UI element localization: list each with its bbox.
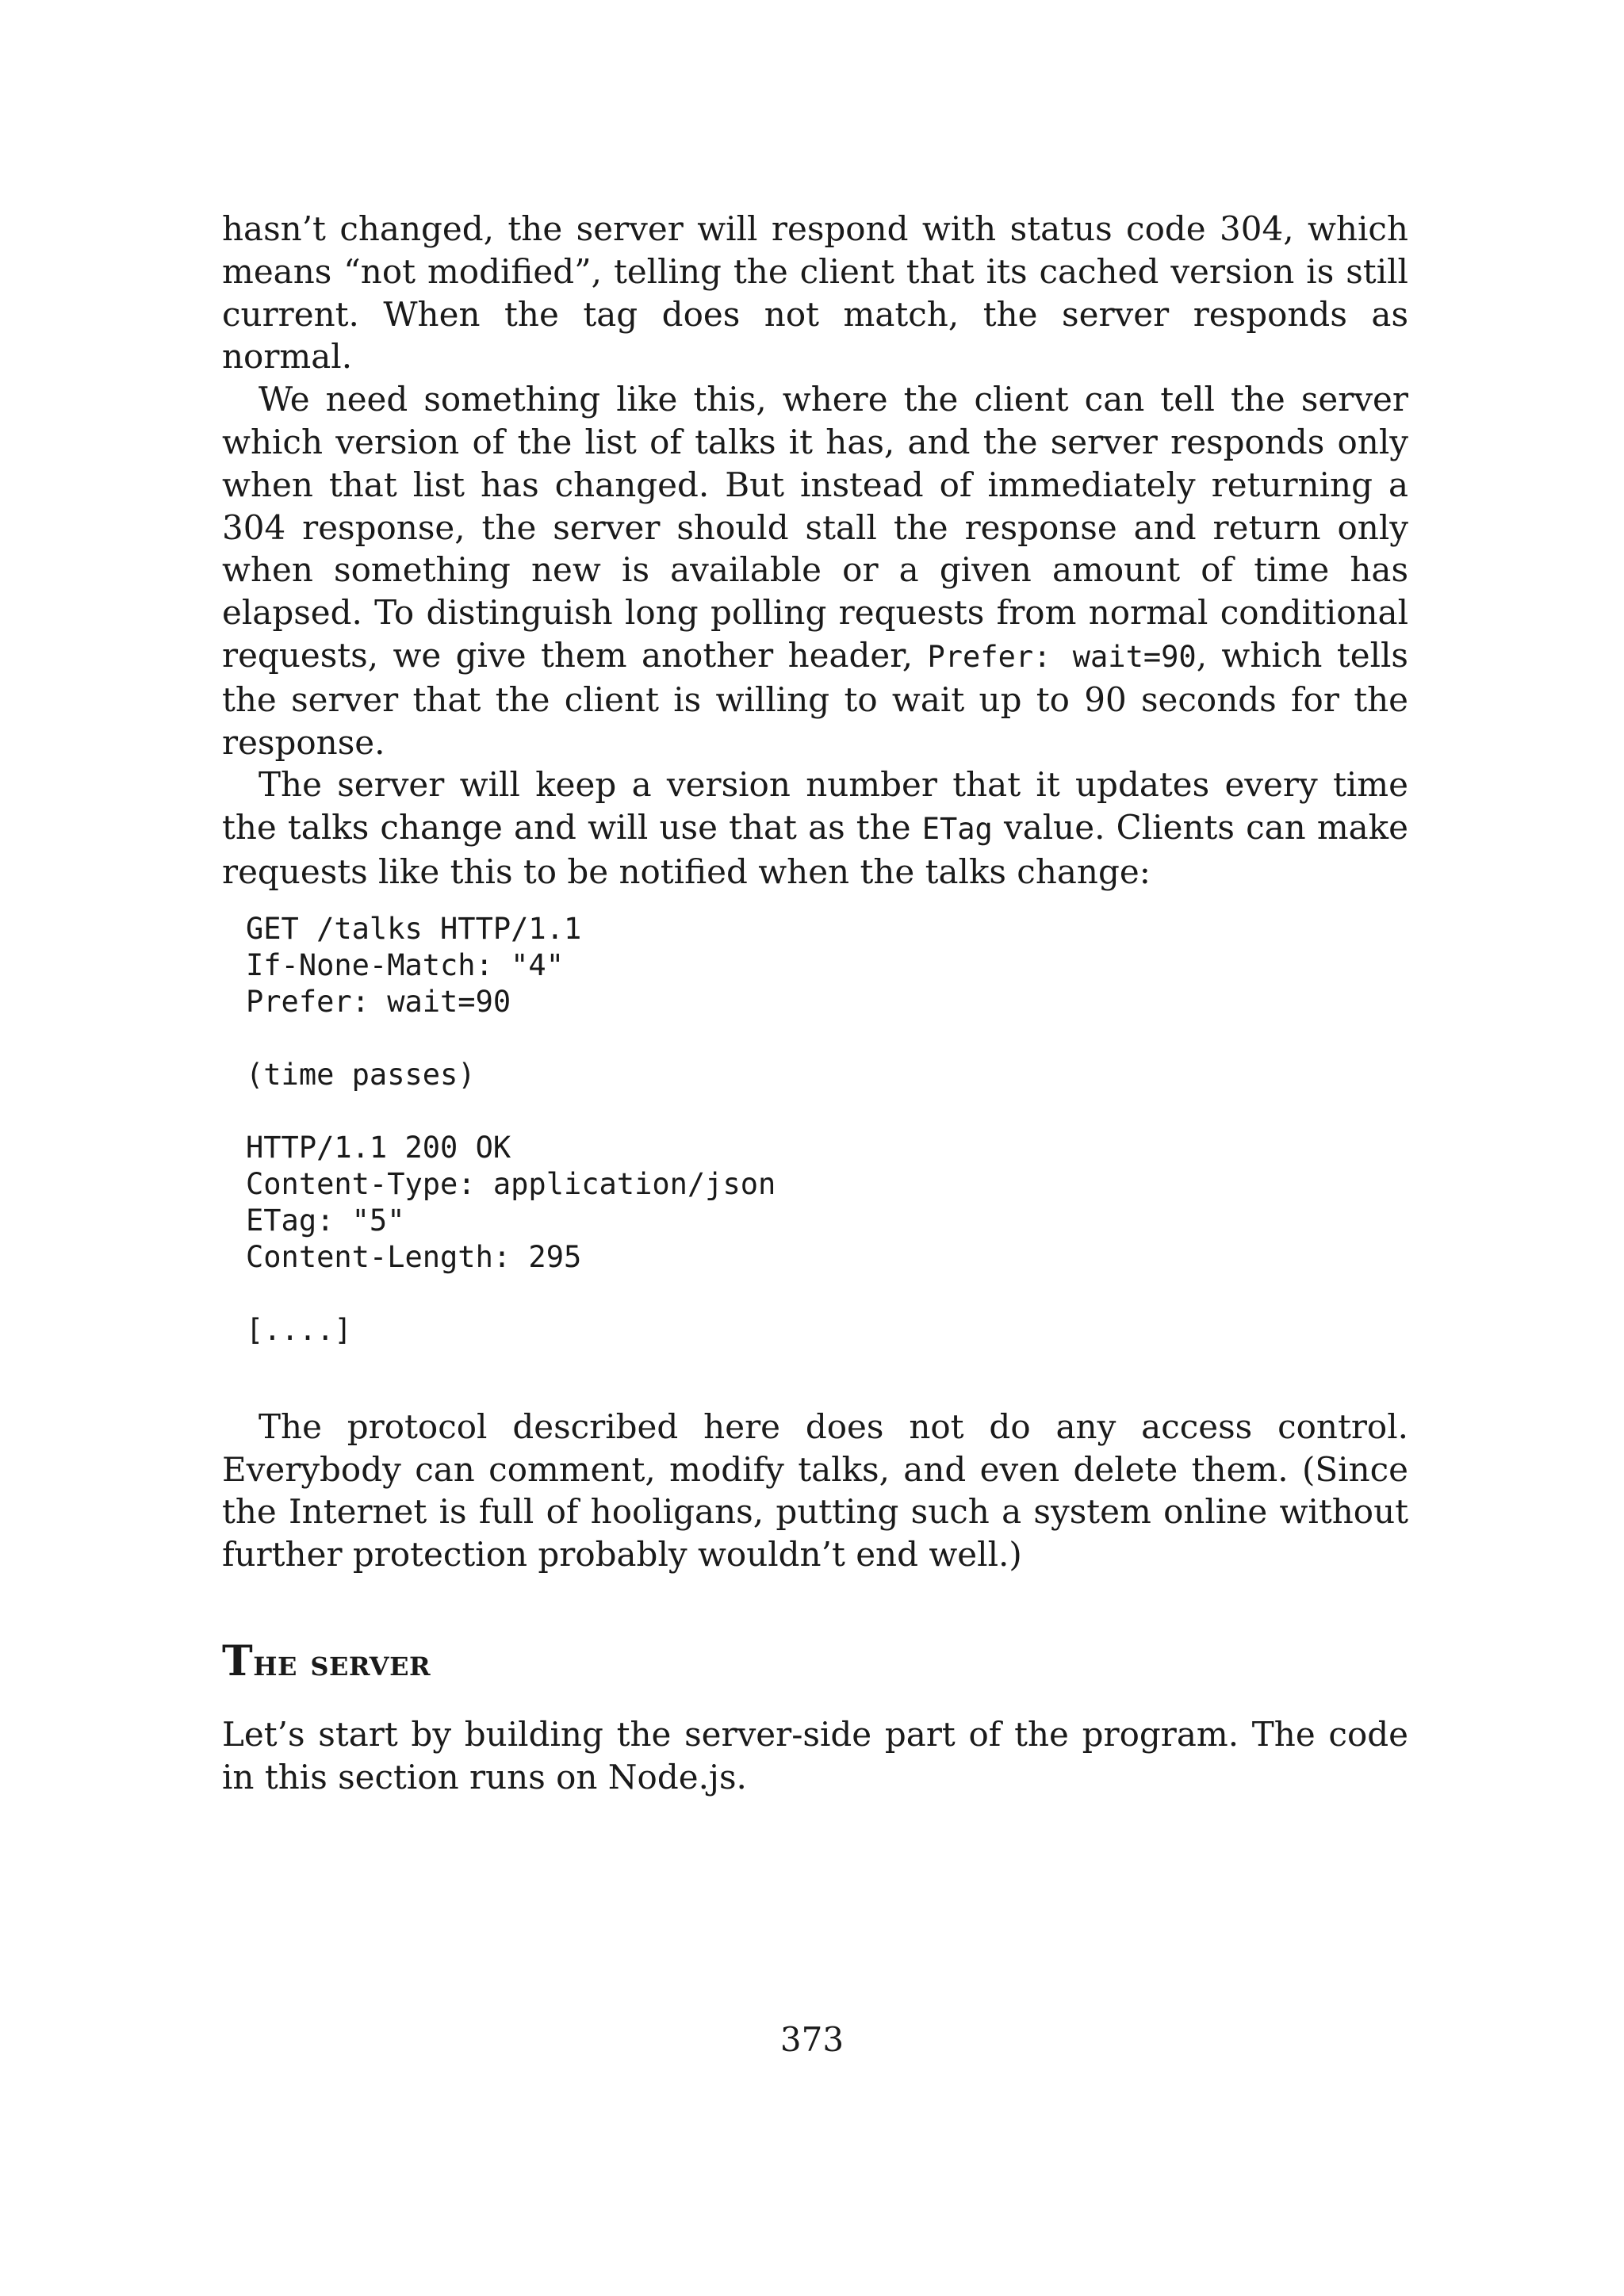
paragraph-version-text-2: value. Clients can make requests like this to be notified when the talks change: bbox=[222, 808, 1408, 891]
paragraph-version-text-1: The server will keep a version number that it updates every time the talks change and will use that as the bbox=[222, 765, 1408, 848]
code-line: HTTP/1.1 200 OK bbox=[246, 1130, 511, 1165]
code-group-body bbox=[246, 1312, 1408, 1349]
paragraph-long-polling bbox=[222, 378, 1408, 763]
code-line: [....] bbox=[246, 1312, 352, 1347]
paragraph-not-modified: hasn’t changed, the server will respond with status code 304, which means “not modified”, telling the client that its cached version is still current. When the tag does not match, the server responds as normal. bbox=[222, 209, 1408, 377]
code-group-request bbox=[246, 911, 1408, 1020]
inline-code-prefer-header: Prefer: wait=90 bbox=[927, 639, 1197, 674]
heading-rest-word-2: server bbox=[310, 1640, 431, 1684]
page-content bbox=[222, 208, 1408, 1799]
heading-first-letter: T bbox=[222, 1636, 254, 1686]
code-block-http-example bbox=[246, 911, 1408, 1349]
code-line: Content-Length: 295 bbox=[246, 1239, 582, 1274]
paragraph-version-number bbox=[222, 763, 1408, 893]
heading-rest-word-1: he bbox=[253, 1640, 297, 1684]
paragraph-long-polling-text-1: We need something like this, where the client can tell the server which version of the list of talks it has, and the server responds only when that list has changed. But instead of immediately returning a 304 response, the server should stall the response and return only when something new is available or a given amount of time has elapsed. To distinguish long polling requests from normal conditional requests, we give them another header, bbox=[222, 380, 1408, 675]
inline-code-etag: ETag bbox=[921, 812, 993, 847]
code-group-response bbox=[246, 1130, 1408, 1276]
code-line: GET /talks HTTP/1.1 bbox=[246, 911, 582, 946]
code-line: Content-Type: application/json bbox=[246, 1166, 776, 1201]
code-line: If-None-Match: "4" bbox=[246, 947, 564, 982]
code-group-pause bbox=[246, 1057, 1408, 1093]
page-number: 373 bbox=[779, 2020, 845, 2059]
section-heading-the-server bbox=[222, 1638, 1408, 1686]
paragraph-server-intro: Let’s start by building the server-side part of the program. The code in this section runs on Node.js. bbox=[222, 1714, 1408, 1797]
paragraph-access-control: The protocol described here does not do any access control. Everybody can comment, modify talks, and even delete them. (Since the Internet is full of hooligans, putting such a system online without further protection probably wouldn’t end well.) bbox=[222, 1406, 1408, 1575]
code-line: Prefer: wait=90 bbox=[246, 984, 511, 1019]
paragraph-long-polling-text-2: , which tells the server that the client is willing to wait up to 90 seconds for the response. bbox=[222, 635, 1408, 762]
code-line: ETag: "5" bbox=[246, 1203, 405, 1238]
code-line: (time passes) bbox=[246, 1057, 476, 1092]
